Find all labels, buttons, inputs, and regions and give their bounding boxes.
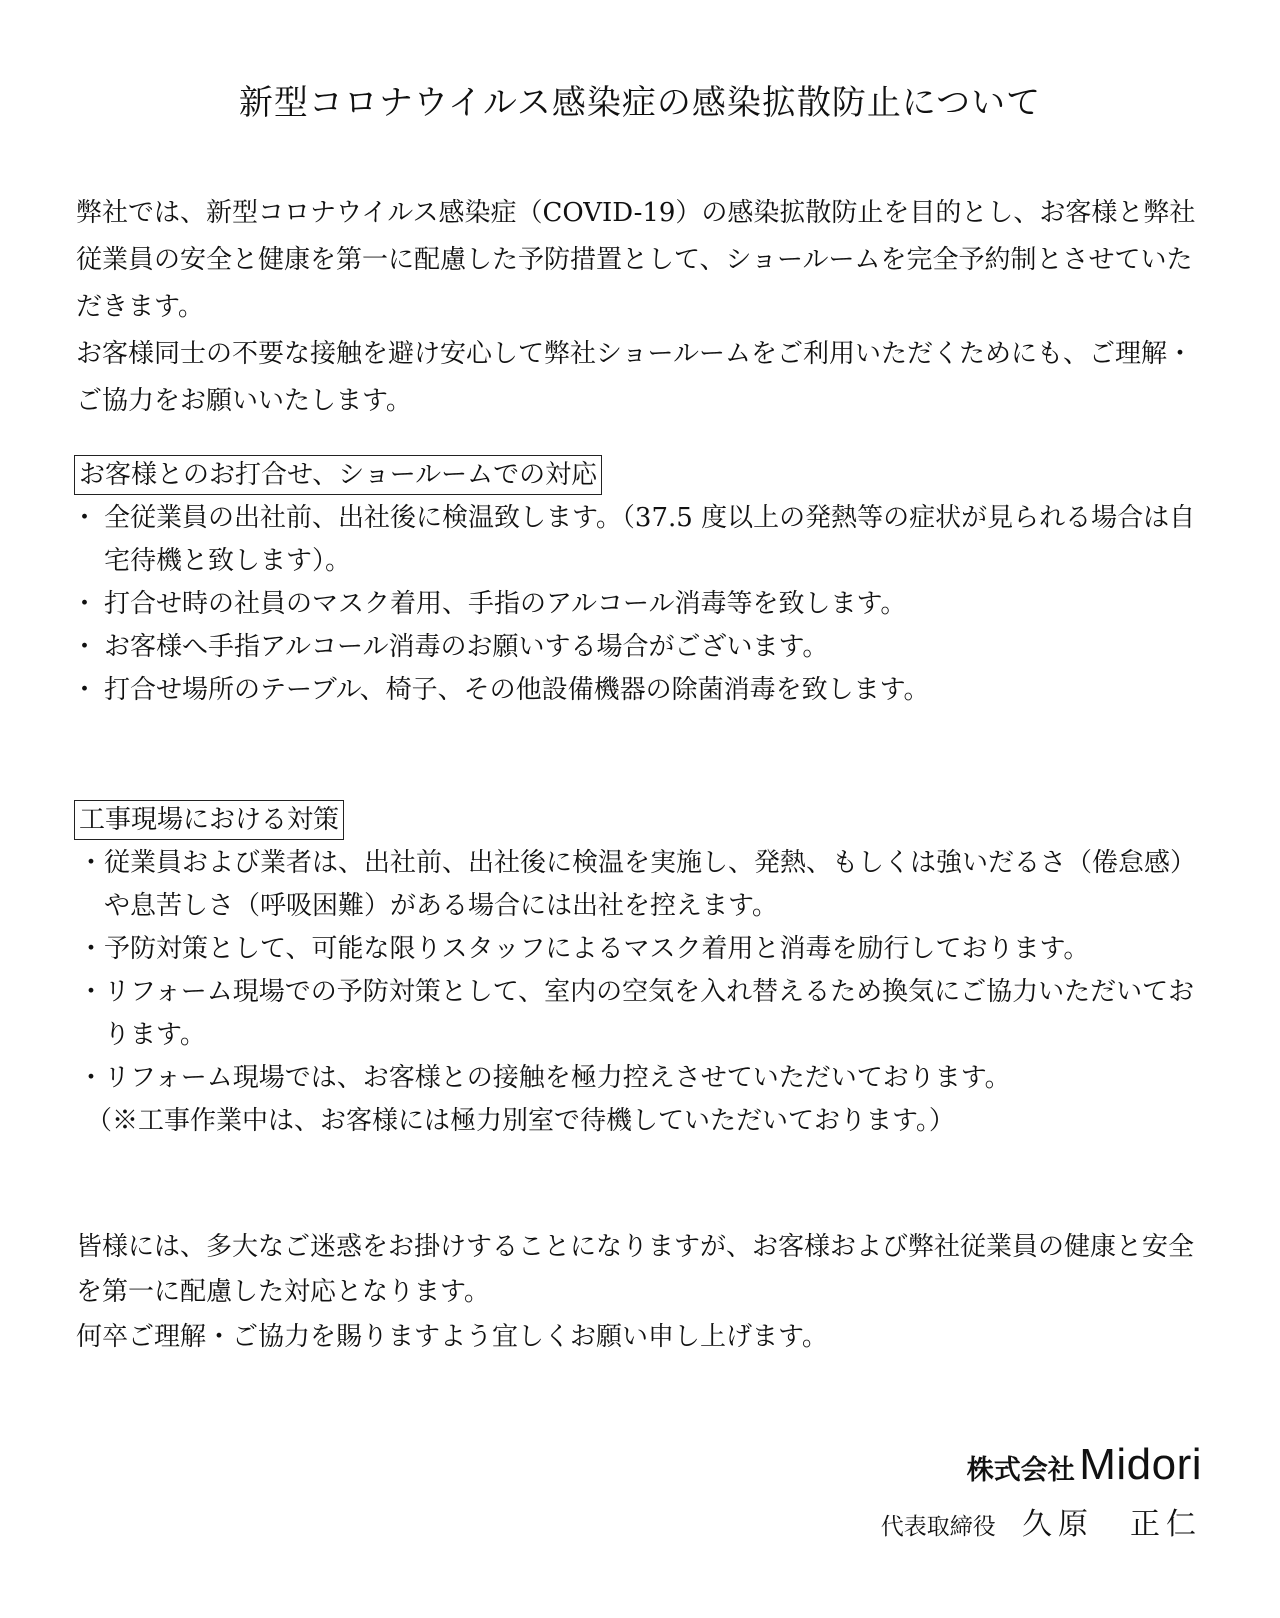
list-item-text: 従業員および業者は、出社前、出社後に検温を実施し、発熱、もしくは強いだるさ（倦怠感）や息苦しさ（呼吸困難）がある場合には出社を控えます。 [104, 848, 1197, 921]
list-item [76, 842, 1206, 928]
showroom-section-heading: お客様とのお打合せ、ショールームでの対応 [74, 455, 602, 495]
showroom-measures-list [76, 497, 1206, 712]
list-item-text: 予防対策として、可能な限りスタッフによるマスク着用と消毒を励行しております。 [104, 934, 1090, 964]
list-item [76, 583, 1206, 626]
bullet: ・ [78, 934, 105, 964]
list-item-text: お客様へ手指アルコール消毒のお願いする場合がございます。 [104, 632, 829, 662]
bullet: ･ [78, 675, 92, 705]
list-item [76, 626, 1206, 669]
company-brand: Midori [1079, 1440, 1202, 1489]
intro-paragraph-1: 弊社では、新型コロナウイルス感染症（COVID-19）の感染拡散防止を目的とし、お客様と弊社従業員の安全と健康を第一に配慮した予防措置として、ショールームを完全予約制とさせていただきます。 [76, 198, 1196, 322]
list-item-text: 全従業員の出社前、出社後に検温致します。（37.5 度以上の発熱等の症状が見られる場合は自宅待機と致します）。 [104, 503, 1196, 576]
construction-section-heading: 工事現場における対策 [74, 800, 344, 840]
representative [881, 1505, 1202, 1547]
list-item-text: リフォーム現場での予防対策として、室内の空気を入れ替えるため換気にご協力いただいております。 [104, 977, 1195, 1050]
list-item [76, 497, 1206, 583]
document-title: 新型コロナウイルス感染症の感染拡散防止について [238, 83, 1042, 123]
bullet: ・ [78, 977, 105, 1007]
closing-paragraph-2: 何卒ご理解・ご協力を賜りますよう宜しくお願い申し上げます。 [76, 1322, 828, 1352]
list-item [76, 971, 1206, 1057]
representative-name: 久原 正仁 [1022, 1507, 1202, 1542]
list-item [76, 669, 1206, 712]
bullet: ･ [78, 503, 92, 533]
company-prefix: 株式会社 [966, 1455, 1075, 1485]
bullet: ・ [78, 848, 105, 878]
intro-section [76, 190, 1206, 425]
list-item-text: 打合せ時の社員のマスク着用、手指のアルコール消毒等を致します。 [104, 589, 907, 619]
bullet: ･ [78, 632, 92, 662]
bullet: ･ [78, 589, 92, 619]
closing-paragraph-1: 皆様には、多大なご迷惑をお掛けすることになりますが、お客様および弊社従業員の健康と安全を第一に配慮した対応となります。 [76, 1232, 1195, 1307]
list-item-text: 打合せ場所のテーブル、椅子、その他設備機器の除菌消毒を致します。 [104, 675, 930, 705]
construction-note: （※工事作業中は、お客様には極力別室で待機していただいております。） [86, 1106, 955, 1136]
closing-section [76, 1225, 1206, 1360]
bullet: ・ [78, 1063, 105, 1093]
list-item-text: リフォーム現場では、お客様との接触を極力控えさせていただいております。 [104, 1063, 1011, 1093]
showroom-section [76, 455, 1206, 712]
company-name [967, 1440, 1202, 1500]
list-item [76, 1057, 1206, 1100]
intro-paragraph-2: お客様同士の不要な接触を避け安心して弊社ショールームをご利用いただくためにも、ご理解・ご協力をお願いいたします。 [76, 339, 1193, 416]
representative-role: 代表取締役 [880, 1514, 996, 1540]
construction-measures-list [76, 842, 1206, 1100]
list-item [76, 928, 1206, 971]
construction-section [76, 800, 1206, 1143]
